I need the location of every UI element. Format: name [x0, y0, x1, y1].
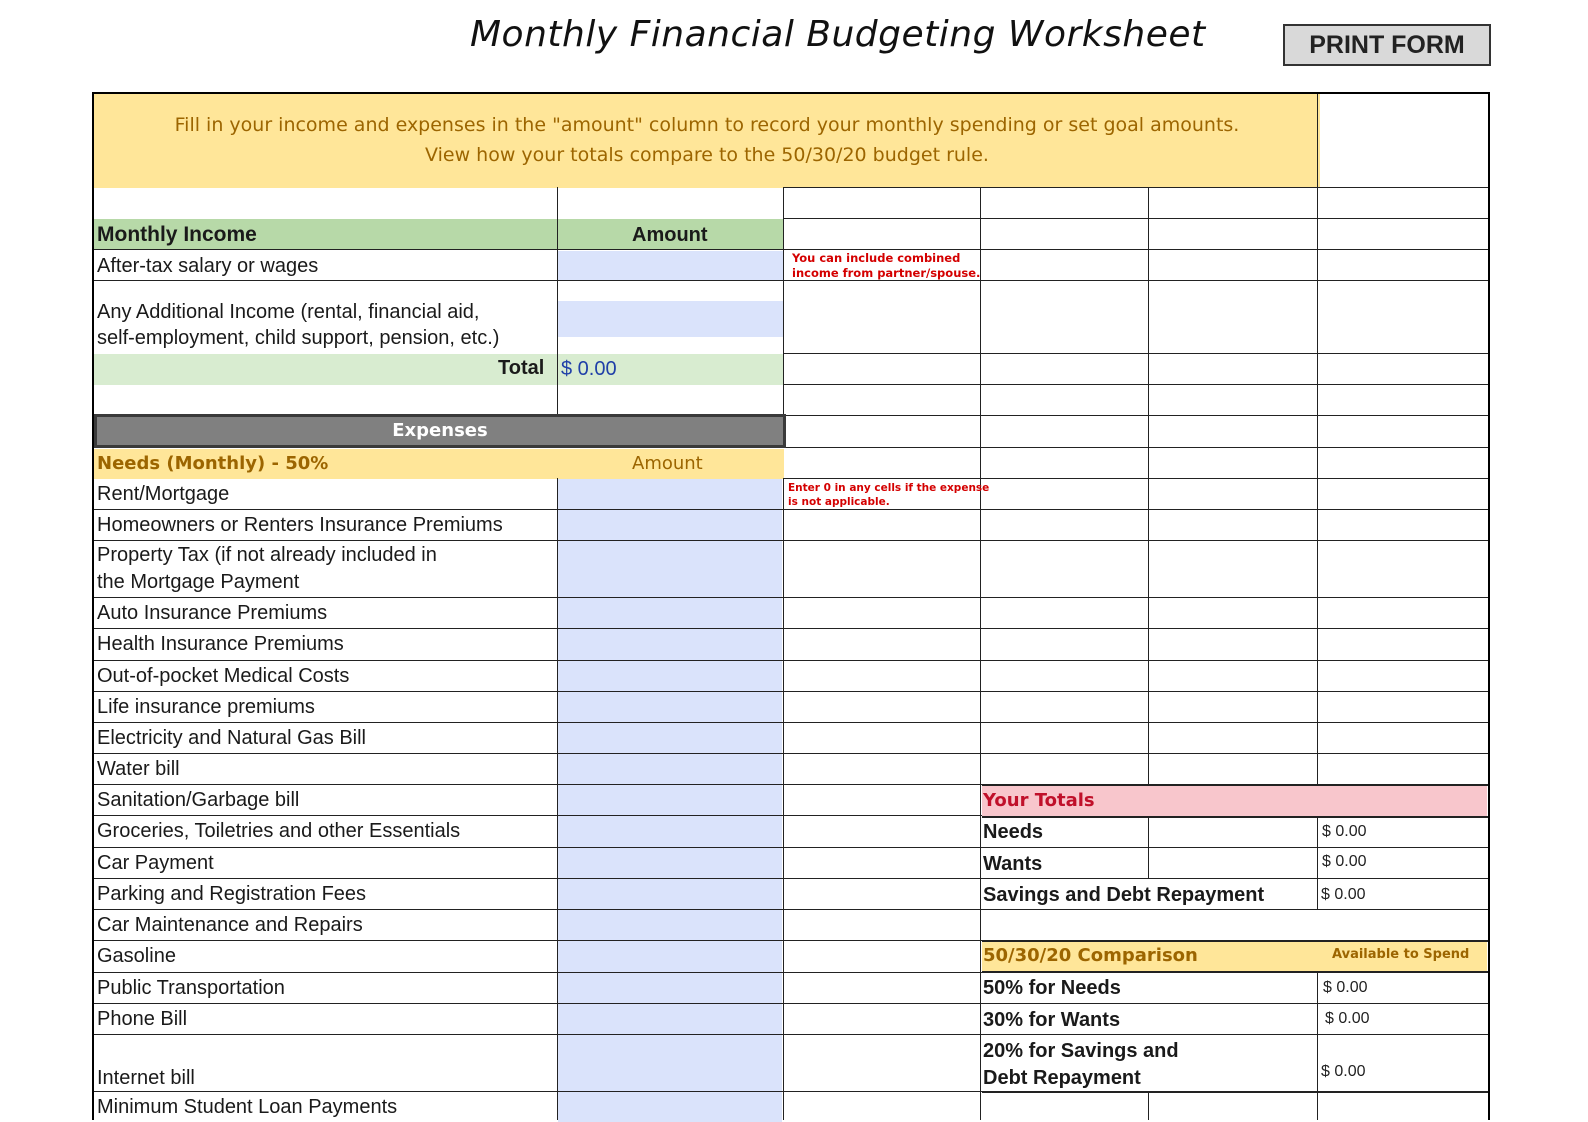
grid-line — [94, 847, 982, 848]
grid-line — [94, 940, 982, 941]
grid-line — [94, 660, 982, 661]
grid-line — [1317, 816, 1318, 909]
expense-item-label: Life insurance premiums — [97, 696, 315, 718]
grid-line — [94, 909, 982, 910]
grid-line — [982, 1003, 1488, 1004]
expense-amount-input[interactable] — [558, 1004, 782, 1034]
grid-line — [94, 597, 982, 598]
expense-note-line1: Enter 0 in any cells if the expense — [788, 482, 990, 494]
income-row-additional-line1: Any Additional Income (rental, financial aid, — [97, 301, 480, 323]
grid-line — [94, 753, 982, 754]
totals-wants-label: Wants — [983, 853, 1043, 875]
grid-line — [982, 878, 1488, 879]
comparison-header: 50/30/20 Comparison — [983, 945, 1198, 966]
expense-item-label: Auto Insurance Premiums — [97, 602, 328, 624]
grid-line — [980, 187, 981, 1120]
totals-needs-label: Needs — [983, 821, 1044, 843]
your-totals-header: Your Totals — [983, 790, 1095, 811]
income-header: Monthly Income — [97, 223, 257, 246]
expense-item-label: Health Insurance Premiums — [97, 633, 344, 655]
grid-line — [784, 384, 1488, 385]
expense-amount-input[interactable] — [558, 910, 782, 940]
expense-item-label: Out-of-pocket Medical Costs — [97, 665, 350, 687]
comparison-savings-label-line1: 20% for Savings and — [983, 1040, 1179, 1062]
expense-amount-input[interactable] — [558, 598, 782, 628]
grid-line — [784, 280, 1488, 281]
page-title: Monthly Financial Budgeting Worksheet — [470, 14, 1206, 55]
comparison-savings-label-line2: Debt Repayment — [983, 1067, 1141, 1089]
grid-line — [94, 784, 982, 785]
income-note-line1: You can include combined — [792, 251, 961, 265]
expense-item-label: Phone Bill — [97, 1008, 188, 1030]
expense-amount-input[interactable] — [558, 661, 782, 691]
income-row-salary: After-tax salary or wages — [97, 255, 319, 277]
grid-line — [94, 815, 982, 816]
expense-item-label: Minimum Student Loan Payments — [97, 1096, 398, 1118]
expense-amount-input[interactable] — [558, 1035, 782, 1091]
needs-header: Needs (Monthly) - 50% — [97, 453, 329, 474]
expense-amount-input[interactable] — [558, 879, 782, 909]
available-to-spend-label: Available to Spend — [1332, 947, 1470, 962]
sheet-border-right — [1488, 92, 1490, 1120]
needs-amount-header: Amount — [632, 453, 703, 474]
grid-line — [784, 447, 1488, 448]
income-amount-header: Amount — [632, 224, 708, 246]
grid-line — [94, 280, 784, 281]
expense-amount-input[interactable] — [558, 541, 782, 597]
expense-item-label: Homeowners or Renters Insurance Premiums — [97, 514, 503, 536]
grid-line — [783, 187, 784, 415]
grid-line — [94, 1003, 982, 1004]
expense-item-label: Internet bill — [97, 1067, 195, 1089]
comparison-needs-label: 50% for Needs — [983, 977, 1121, 999]
expense-amount-input[interactable] — [558, 816, 782, 847]
grid-line — [784, 353, 1488, 354]
grid-line — [784, 249, 1488, 250]
grid-line — [982, 1091, 1488, 1093]
expense-item-label: Electricity and Natural Gas Bill — [97, 727, 366, 749]
expense-item-label: Water bill — [97, 758, 180, 780]
instruction-banner — [94, 94, 1320, 188]
comparison-savings-value: $ 0.00 — [1321, 1063, 1366, 1080]
expense-item-label: Property Tax (if not already included in — [97, 544, 437, 566]
expense-note-line2: is not applicable. — [788, 496, 890, 508]
grid-line — [784, 478, 1488, 479]
expense-item-label: Groceries, Toiletries and other Essentials — [97, 820, 461, 842]
totals-savings-value: $ 0.00 — [1321, 886, 1366, 903]
expense-item-label: Parking and Registration Fees — [97, 883, 367, 905]
grid-line — [982, 909, 1488, 910]
income-total-label: Total — [498, 357, 545, 379]
expense-item-label: Gasoline — [97, 945, 176, 967]
grid-line — [1148, 1091, 1149, 1120]
totals-savings-label: Savings and Debt Repayment — [983, 884, 1265, 906]
income-row-additional-line2: self-employment, child support, pension, etc.) — [97, 327, 500, 349]
grid-line — [1317, 187, 1318, 785]
grid-line — [94, 1034, 982, 1035]
income-total-value: $ 0.00 — [561, 358, 617, 380]
additional-income-amount-input[interactable] — [558, 301, 783, 337]
grid-line — [1317, 94, 1318, 187]
grid-line — [784, 218, 1488, 219]
expense-item-label: Car Maintenance and Repairs — [97, 914, 363, 936]
grid-line — [1318, 187, 1488, 188]
grid-line — [94, 540, 982, 541]
grid-line — [982, 847, 1488, 848]
salary-amount-input[interactable] — [558, 251, 783, 280]
grid-line — [1148, 187, 1149, 785]
expense-item-label: the Mortgage Payment — [97, 571, 300, 593]
grid-line — [94, 509, 982, 510]
instruction-line-2: View how your totals compare to the 50/30/20 budget rule. — [425, 144, 989, 166]
totals-needs-value: $ 0.00 — [1322, 823, 1367, 840]
grid-line — [1317, 971, 1318, 1091]
comparison-wants-label: 30% for Wants — [983, 1009, 1121, 1031]
grid-line — [94, 249, 784, 250]
grid-line — [94, 878, 982, 879]
expense-item-label: Rent/Mortgage — [97, 483, 230, 505]
print-form-button[interactable]: PRINT FORM — [1283, 24, 1491, 66]
expense-amount-input[interactable] — [558, 973, 782, 1003]
expense-item-label: Car Payment — [97, 852, 214, 874]
grid-line — [982, 940, 1488, 942]
expense-item-label: Public Transportation — [97, 977, 285, 999]
grid-line — [94, 722, 982, 723]
expense-amount-input[interactable] — [558, 510, 782, 540]
comparison-needs-value: $ 0.00 — [1323, 979, 1368, 996]
grid-line — [783, 478, 784, 1120]
totals-wants-value: $ 0.00 — [1322, 853, 1367, 870]
grid-line — [982, 816, 1488, 818]
expense-amount-input[interactable] — [558, 479, 782, 509]
expense-amount-input[interactable] — [558, 692, 782, 722]
expense-amount-input[interactable] — [558, 723, 782, 753]
expense-amount-input[interactable] — [558, 848, 782, 878]
instruction-line-1: Fill in your income and expenses in the "amount" column to record your monthly spending or set goal amounts. — [174, 114, 1240, 136]
grid-line — [94, 1091, 982, 1092]
expense-amount-input[interactable] — [558, 1092, 782, 1122]
grid-line — [982, 1034, 1488, 1035]
expenses-header: Expenses — [94, 414, 786, 448]
grid-line — [1317, 1091, 1318, 1120]
expense-amount-input[interactable] — [558, 754, 782, 784]
expense-amount-input[interactable] — [558, 629, 782, 660]
expense-item-label: Sanitation/Garbage bill — [97, 789, 300, 811]
grid-line — [784, 415, 1488, 416]
expense-amount-input[interactable] — [558, 941, 782, 972]
grid-line — [1148, 816, 1149, 878]
grid-line — [982, 784, 1488, 786]
income-note-line2: income from partner/spouse. — [792, 266, 981, 280]
income-total-band — [94, 354, 784, 385]
grid-line — [94, 628, 982, 629]
grid-line — [94, 972, 982, 973]
expense-amount-input[interactable] — [558, 785, 782, 815]
grid-line — [982, 971, 1488, 973]
grid-line — [94, 691, 982, 692]
comparison-wants-value: $ 0.00 — [1325, 1010, 1370, 1027]
